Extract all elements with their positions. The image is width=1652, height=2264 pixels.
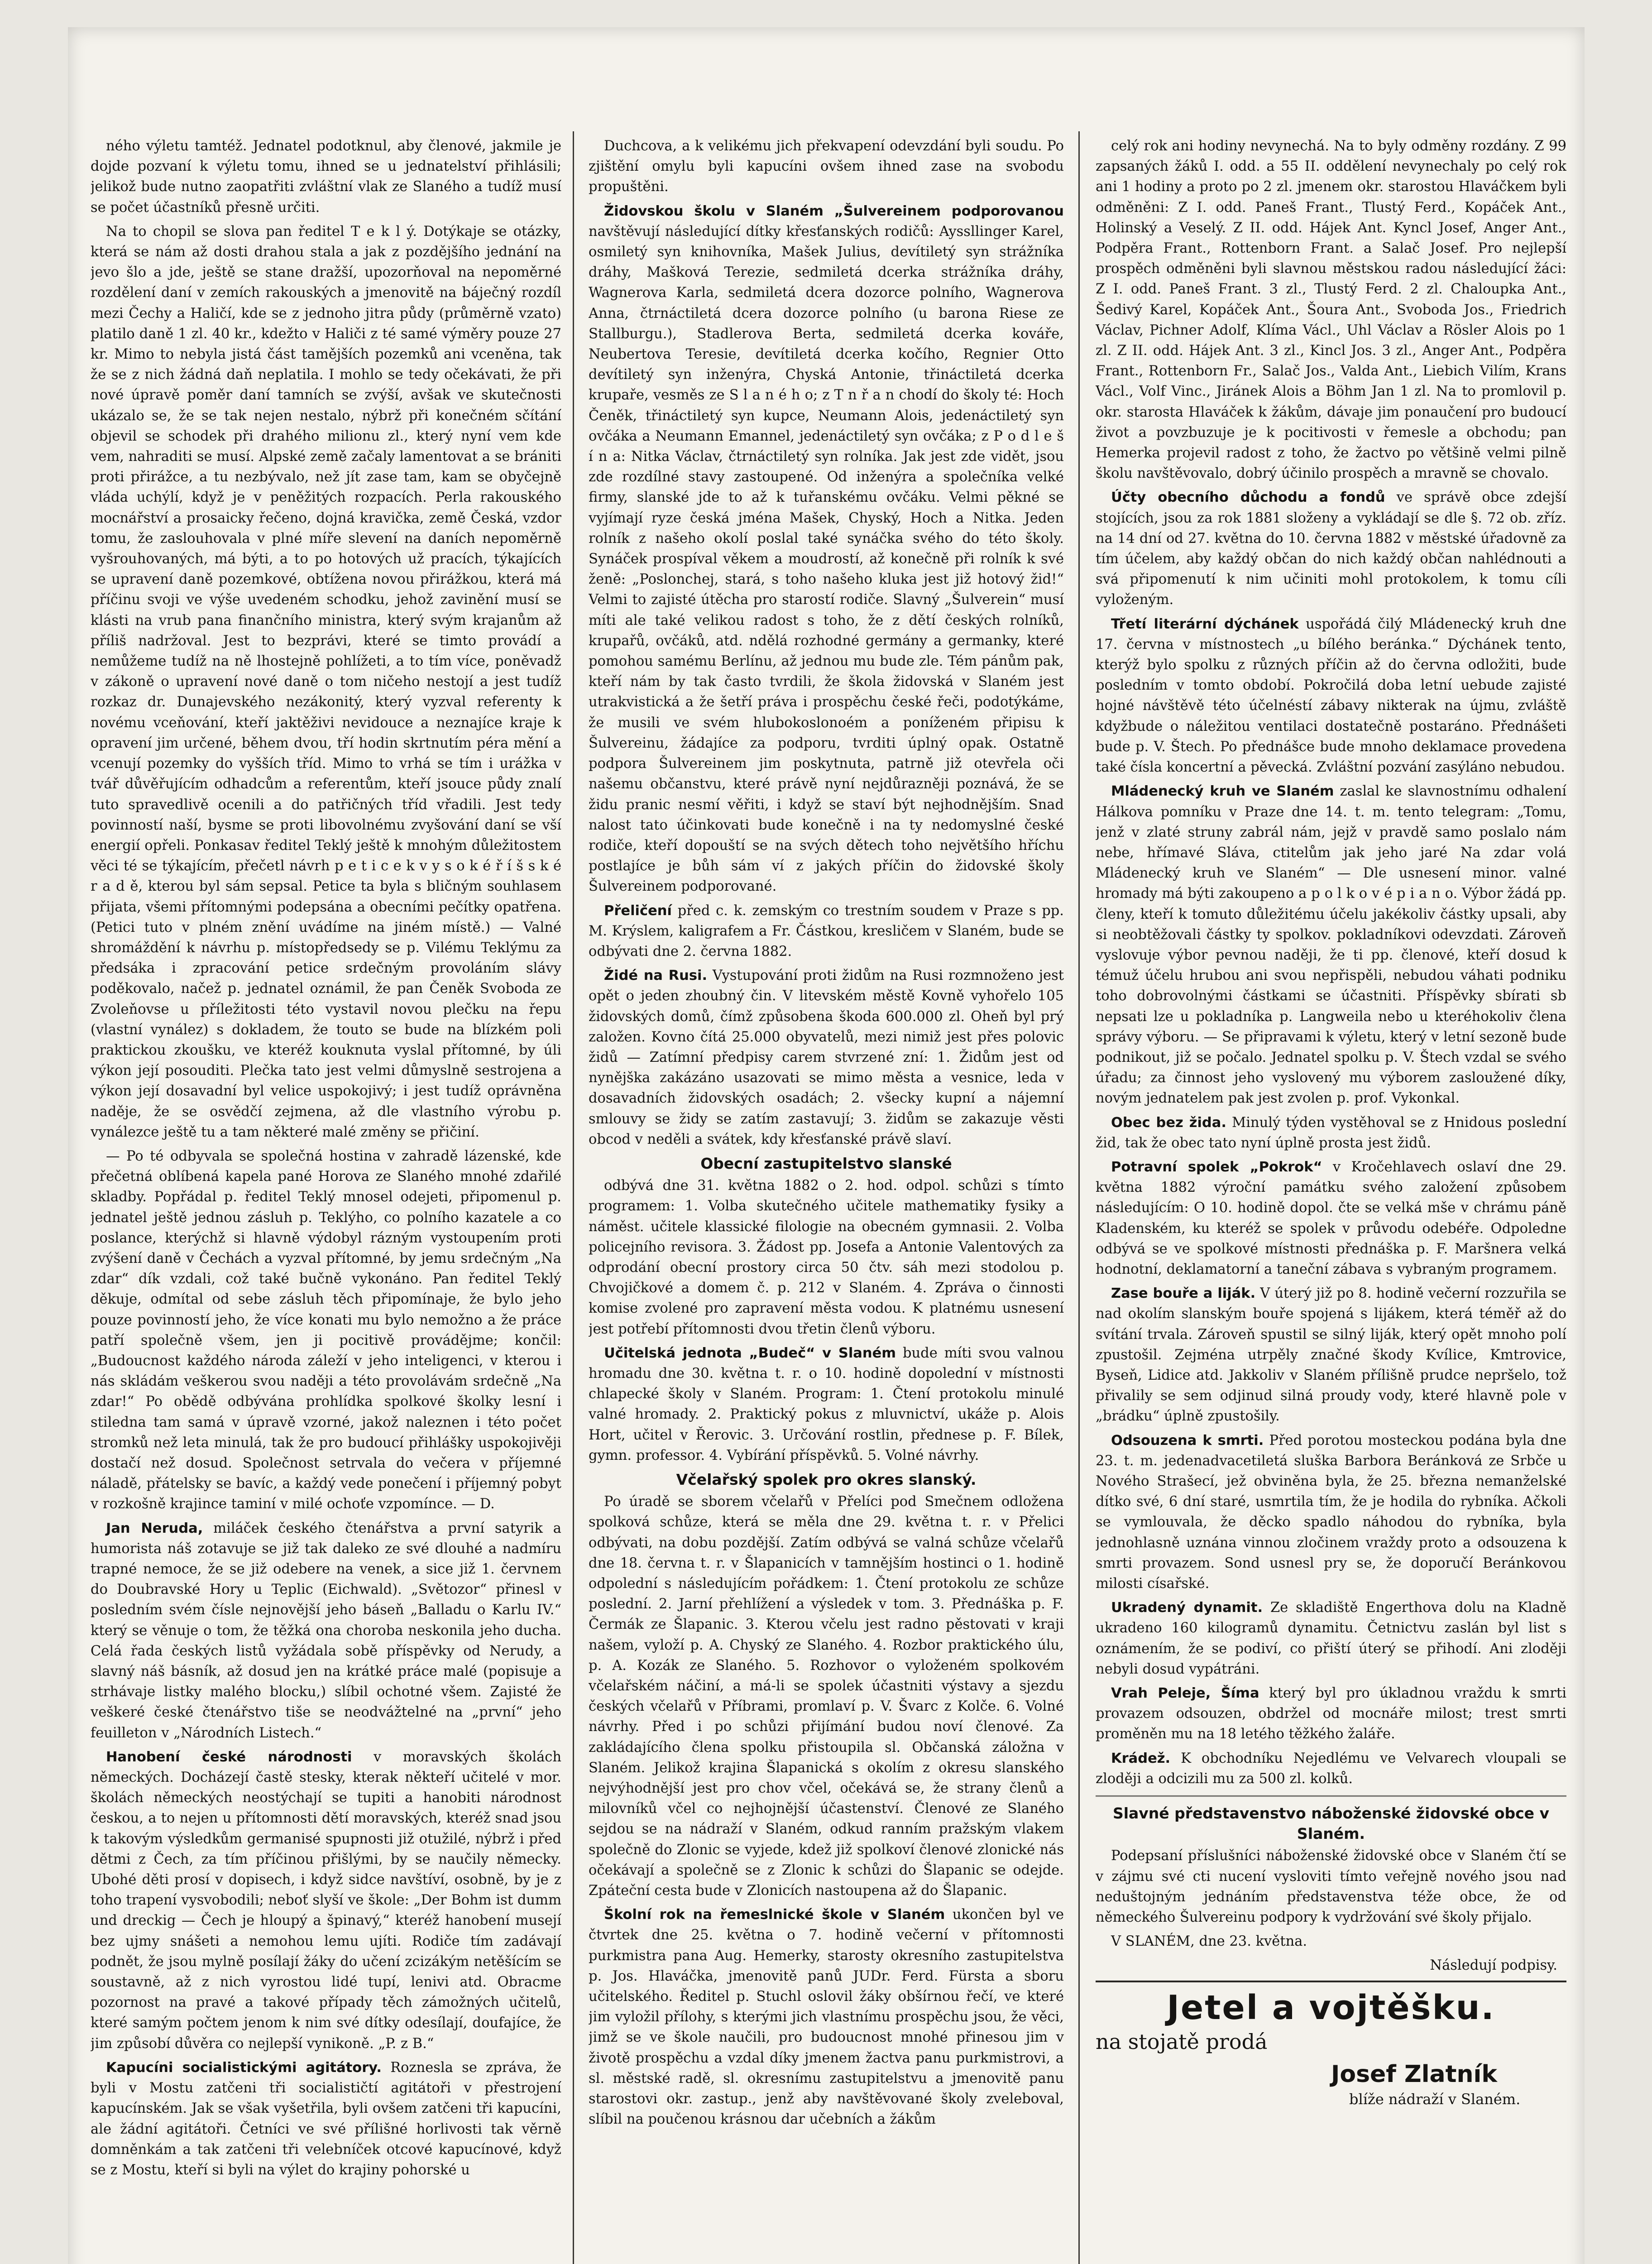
column-2 <box>589 136 1064 2264</box>
article-headline: Učitelská jednota „Budeč“ v Slaném <box>604 1345 896 1361</box>
article-paragraph <box>91 1518 561 1743</box>
article-paragraph <box>1096 1157 1566 1280</box>
article-text: bude míti svou valnou hromadu dne 30. května t. r. o 10. hodině dopolední v místnosti chlapecké školy v Slaném. Program: 1. Čtení protokolu minulé valné hromady. 2. Praktický pokus z mluvnictví, ukáže p. Alois Hort, učitel v Řerovic. 3. Určování rostlin, přednese p. F. Bílek, gymn. professor. 4. Vybírání příspěvků. 5. Volné návrhy. <box>589 1345 1064 1463</box>
article-text: který byl pro úkladnou vraždu k smrti provazem odsouzen, obdržel od mocnáře milost; trest smrti proměněn mu na 18 letého těžkého žaláře. <box>1096 1685 1566 1742</box>
article-headline: Hanobení české národnosti <box>106 1749 352 1765</box>
article-paragraph <box>91 2058 561 2180</box>
article-text: K obchodníku Nejedlému ve Velvarech vloupali se zloději a odcizili mu za 500 zl. kolků. <box>1096 1750 1566 1787</box>
article-paragraph <box>589 136 1064 197</box>
article-paragraph <box>1096 1748 1566 1789</box>
article-paragraph <box>1096 1931 1566 1952</box>
article-text: navštěvují následující dítky křesťanských rodičů: Ayssllinger Karel, osmiletý syn knihovníka, Mašek Julius, devítiletý syn strážníka dráhy, Mašková Terezie, sedmiletá dcerka strážníka dráhy, Wagnerova Karla, sedmiletá dcera dozorce polního, Wagnerova Anna, čtrnáctiletá dcera dozorce polního (u barona Riese ze Stallburgu.), Stadlerova Berta, sedmiletá dcerka kováře, Neubertova Teresie, devítiletá dcerka kočího, Regnier Otto devítiletý syn inženýra, Chyská Antonie, třináctiletá dcerka krupaře, vesměs ze S l a n é h o; z T n ř a n chodí do školy té: Hoch Čeněk, třináctiletý syn kupce, Neumann Alois, jedenáctiletý syn ovčáka a Neumann Emannel, jedenáctiletý syn ovčáka; z P o d l e š í n a: Nitka Václav, čtrnáctiletý syn rolníka. Jak jest zde vidět, jsou zde rozdílné stavy zastoupené. Od inženýra a společníka velké firmy, slanské jde to až k tuřanskému ovčáku. Velmi pěkné se vyjímají ryze česká jména Mašek, Chyský, Hoch a Nitka. Jeden rolník z našeho okolí poslal také synáčka svého do této školy. Synáček prospíval věkem a moudrostí, až konečně při rolník k své ženě: „Poslonchej, stará, s toho našeho kluka jest již hotový žid!“ Velmi to zajisté útěcha pro starostí rodiče. Slavný „Šulverein“ musí míti ale také velikou radost s toho, že z dětí českých rolníků, krupařů, ovčáků, atd. ndělá rozhodné germány a germanky, které pomohou samému Berlínu, až jednou mu bude zle. Tém pánům pak, kteří nám by tak často tvrdili, že škola židovská v Slaném jest utrakvistická a že šetří práva i prospěchu české řeči, podotýkáme, že musili ve svém hlubokoslonoém a poníženém připisu k Šulvereinu, žádajíce za podporu, tvrditi úplný opak. Ostatně podpora Šulvereinem jim poskytnuta, patrně již otevřela oči našemu občanstvu, které právě nyní nejdůrazněji poznává, že se židu pranic nesmí věřiti, i když se staví být nejhodnějším. Snad nalost tato účinkovati bude konečně i na ty nedomyslné české rodiče, kteří dopouští se na svých dětech toho největšího hříchu postlajíce je bůh sám ví z jakých příčin do židovské školy Šulvereinem podporované. <box>589 223 1064 895</box>
article-paragraph <box>1096 1683 1566 1745</box>
article-paragraph <box>91 221 561 1142</box>
article-text: celý rok ani hodiny nevynechá. Na to byly odměny rozdány. Z 99 zapsaných žáků I. odd. a 55 II. oddělení nevynechaly po celý rok ani 1 hodiny a proto po 2 zl. jmenem okr. starostou Hlaváčkem byli odměněni: Z I. odd. Paneš Frant., Tlustý Ferd., Kopáček Ant., Holinský a Veselý. Z II. odd. Hájek Ant. Kyncl Josef, Anger Ant., Podpěra Frant., Rottenborn Frant. a Salač Josef. Pro nejlepší prospěch odměněni byli slavnou městskou radou následující žáci: Z I. odd. Paneš Frant. 3 zl., Tlustý Ferd. 2 zl. Chaloupka Ant., Šedivý Karel, Kopáček Ant., Šoura Ant., Svoboda Jos., Friedrich Václav, Pichner Adolf, Klíma Václ., Uhl Václav a Rösler Alois po 1 zl. Z II. odd. Hájek Ant. 3 zl., Kincl Jos. 3 zl., Anger Ant., Podpěra Frant., Rottenborn Fr., Salač Jos., Valda Ant., Liebich Vilím, Krans Václ., Volf Vinc., Jiránek Alois a Böhm Jan 1 zl. Na to promlovil p. okr. starosta Hlaváček k žákům, dávaje jim ponaučení pro budoucí život a povzbuzuje je k pocitivosti v řemesle a obchodu; pan Hemerka projevil radost z toho, že žactvo po většině velmi pilně školu navštěvovalo, dobrý účinilo prospěch a mravně se chovalo. <box>1096 138 1566 482</box>
separator-rule <box>1096 1795 1566 1799</box>
article-headline: Přeličení <box>604 902 672 919</box>
article-headline: Odsouzena k smrti. <box>1111 1432 1264 1449</box>
article-paragraph <box>589 901 1064 962</box>
newspaper-page <box>68 27 1585 2264</box>
article-text: Duchcova, a k velikému jich překvapení odevzdání byli soudu. Po zjištění omylu byli kapucíni ovšem ihned zase na svobodu propuštěni. <box>589 138 1064 195</box>
article-text: Podepsaní příslušníci náboženské židovské obce v Slaném čtí se v zájmu své cti nucení vysloviti tímto veřejně nového jsou nad neduštojným jednáním představenstva téže obce, že od německého Šulvereinu podpory k vydržování své školy přijalo. <box>1096 1848 1566 1926</box>
article-headline: Vrah Peleje, Šíma <box>1111 1685 1259 1702</box>
section-heading: Slavné představenstvo náboženské židovské obce v Slaném. <box>1112 1804 1550 1843</box>
article-text: V úterý již po 8. hodině večerní rozzuřila se nad okolím slanským bouře spojená s lijákem, která téměř až do svítání trvala. Zároveň spustil se silný liják, který opět mnoho polí zpustošil. Zejména utrpěly značné škody Kvílice, Kmtrovice, Byseň, Lidice atd. Jakkoliv v Slaném přílišně prudce nepršelo, tož přivalily se sem odjinud silná proudy vody, které hlavně pole v „brádku“ úplně zpustošily. <box>1096 1285 1566 1425</box>
article-text: před c. k. zemským co trestním soudem v Praze s pp. M. Krýslem, kaligrafem a Fr. Částkou, kresličem v Slaném, bude se odbývati dne 2. června 1882. <box>589 902 1064 959</box>
article-headline: Zase bouře a liják. <box>1111 1285 1256 1302</box>
article-paragraph <box>589 201 1064 897</box>
article-paragraph <box>1096 1283 1566 1426</box>
article-headline: Ukradený dynamit. <box>1111 1600 1263 1616</box>
article-headline: Účty obecního důchodu a fondů <box>1111 489 1385 506</box>
section-heading: Včelařský spolek pro okres slanský. <box>676 1471 977 1488</box>
column-3 <box>1096 136 1566 2264</box>
article-text: ného výletu tamtéž. Jednatel podotknul, aby členové, jakmile je dojde pozvaní k výletu tomu, ihned se u jednatelství přihlásili; jelikož bude nutno zaopatřiti zvláštní vlak ze Slaného a tudíž musí se počet účastníků přesně určiti. <box>91 138 561 216</box>
column-divider <box>1078 131 1080 2264</box>
article-paragraph <box>1096 1846 1566 1928</box>
article-headline: Školní rok na řemeslnické škole v Slaném <box>604 1907 945 1923</box>
article-paragraph <box>91 136 561 218</box>
ad-address: blíže nádraží v Slaném. <box>1349 2090 1521 2108</box>
article-paragraph <box>589 965 1064 1150</box>
article-paragraph <box>1096 136 1566 484</box>
column-1 <box>91 136 561 2264</box>
article-text: miláček českého čtenářstva a první satyrik a humorista náš zotavuje se již tak daleko ze své dlouhé a nadmíru trapné nemoce, že se již odebere na venek, a sice již 1. červnem do Doubravské Hory u Teplic (Eichwald). „Světozor“ přinesl v posledním svém čísle nejnovější jeho báseň „Balladu o Karlu IV.“ který se věnuje o tom, že těžká ona choroba neskonila jeho ducha. Celá řada českých listů vyžádala sobě příspěvky od Nerudy, a slavný náš básník, až dosud jen na krátké práce malé (popisuje a strhávaje listky malého blocku,) slíbil ochotné všem. Zajisté že veškeré české čtenářstvo tiše se neodvážtelné na „první“ jeho feuilleton v „Národních Listech.“ <box>91 1520 561 1741</box>
article-paragraph <box>1096 1430 1566 1594</box>
article-text: Roznesla se zpráva, že byli v Mostu zatčeni tři socialističtí agitátoři v přestrojení kapucínském. Jak se však vyšetřila, byli ovšem zatčeni tři kapucíni, ale žádní agitátoři. Četníci ve své přílišné horlivosti tak věrně domněnkám a tak zatčeni tři velebníček otcové kapucínové, když se z Mostu, kteří si byli na výlet do krajiny pohorské u <box>91 2059 561 2178</box>
article-headline: Mládenecký kruh ve Slaném <box>1111 783 1334 800</box>
article-text: ve správě obce zdejší stojících, jsou za rok 1881 složeny a vykládají se dle §. 72 ob. zříz. na 14 dní od 27. května do 10. června 1882 v městské úřadovně za tím účelem, aby každý občan do nich každý občan nahlédnouti a svá připomenutí k nim učiniti mohl protokolem, k tomu cíli vyloženým. <box>1096 489 1566 608</box>
article-text: v moravských školách německých. Docházejí častě stesky, kterak někteří učitelé v mor. školách německých neostýchají se tupiti a hanobiti národnost českou, a to nejen u přítomnosti dětí moravských, kteréž snad jsou k takovým výsledkům germanisé spupnosti již otužilé, nýbrž i před dětmi z Čech, za tím příčinou přišlými, by se naučily německy. Ubohé děti prosí v dopisech, i když sidce navštíví, osobně, by je z toho trapení vysvobodili; neboť slyší ve škole: „Der Bohm ist dumm und dreckig — Čech je hloupý a špinavý,“ kteréž hanobení musejí bez ujmy snášeti a nemohou lemu ujíti. Rodiče tím zadávají podnět, že jsou mylně posílají žáky do učení zcizákým netěšícím se soustavně, až z nich vyrostou lidé tupí, lenivi atd. Obracme pozornost na pravé a takové případy těch zámožných učitelů, které samým počtem jenom k nim své dítky odesílají, doufajíce, že jim způsobí důvěra co nejlepší vynikoně. „P. z B.“ <box>91 1749 561 2052</box>
article-paragraph <box>91 1747 561 2054</box>
column-3-body <box>1096 136 1566 1976</box>
article-paragraph <box>1096 614 1566 778</box>
article-text: — Po té odbyvala se společná hostina v zahradě lázenské, kde přečetná oblíbená kapela pané Horova ze Slaného mnohé zdařilé skladby. Popřádal p. ředitel Teklý mnosel odejeti, připomenul p. jednatel ještě jednou zásluh p. Teklýho, co polního kazatele a co poslance, kterýchž si hlavně výdobyl rázným vystoupením proti zvýšení daně v Čechách a vyzval přítomné, by jemu srdečným „Na zdar“ dík vzdali, což také bučně vykonáno. Pan ředitel Teklý děkuje, odmítal od sebe zásluh těch připomínaje, že bylo jeho pouze povinností jeho, že více konati mu bylo nemožno a že práce patří společně všem, jen ji pocitivě provádějme; končil: „Budoucnost každého národa záleží v jeho inteligenci, v kterou i nás skládám veškerou svou naději a této provolávám srdečně „Na zdar!“ Po obědě odbývána prohlídka spolkové školky lesní i stiledna tam samá v úpravě vzorné, jakož naleznen i této počet stromků než leta minulá, tak že pro budoucí přihlášky uspokojivěji dostačí než dosud. Společnost setrvala do večera v příjemné náladě, přátelsky se bavíc, a každý vede ponečení i příjemný pobyt v rozkošně krajince taminí v milé ochoťe vzpomínce. — D. <box>91 1148 561 1512</box>
article-text: odbývá dne 31. května 1882 o 2. hod. odpol. schůzi s tímto programem: 1. Volba skutečného učitele mathematiky fysiky a náměst. učitele klassické filologie na obecném gymnasii. 2. Volba policejního revisora. 3. Žádost pp. Josefa a Antonie Valentových za odprodání obecní prostory circa 50 čtv. sáh mezi stodolou p. Chvojičkové a domem č. p. 212 v Slaném. 4. Zpráva o činnosti komise zvolené pro zapravení města vodou. K platnému usnesení jest potřebí přítomnosti dvou třetin členů výboru. <box>589 1178 1064 1337</box>
article-paragraph <box>1096 1113 1566 1153</box>
ad-subline: na stojatě prodá <box>1096 2029 1268 2054</box>
article-paragraph <box>589 1904 1064 2130</box>
article-headline: Židé na Rusi. <box>604 968 708 984</box>
article-text: uspořádá čilý Mládenecký kruh dne 17. června v místnostech „u bílého beránka.“ Dýchánek tento, kterýž bylo spolku z různých příčin až do června odložiti, bude posledním v tomto období. Pokročilá doba letní uebude zajisté hojné návštěvě této účelnéstí zábavy nikterak na újmu, zvláště kdyžbude o náležitou ventilaci dostatečně postaráno. Přednášeti bude p. V. Štech. Po přednášce bude mnoho deklamace provedena také čísla koncertní a pěvecká. Zvláštní pozvání zasýláno nebudou. <box>1096 616 1566 776</box>
article-paragraph <box>1096 781 1566 1108</box>
ad-advertiser: Josef Zlatník <box>1331 2060 1497 2088</box>
article-paragraph <box>589 1175 1064 1339</box>
article-headline: Krádež. <box>1111 1750 1171 1766</box>
article-text: V SLANÉM, dne 23. května. <box>1111 1933 1307 1950</box>
article-text: zaslal ke slavnostnímu odhalení Hálkova pomníku v Praze dne 14. t. m. tento telegram: „Tomu, jenž v zlaté struny zabrál nám, jejž v pravdě samo poslalo nám nebe, hřímavé Sláva, ctitelům jak jeho jaré Na zdar volá Mládenecký kruh ve Slaném“ — Dle usnesení minor. valné hromady má býti zakoupeno a p o l k o v é p i a n o. Výbor žádá pp. členy, kteří k tomuto důležitému účelu jakékoliv částky upsali, aby si neobtěžovali částky ty spolkov. pokladníkovi odevzdati. Zároveň vyslovuje výbor pevnou naději, že ti pp. členové, kteří dosud k témuž účelu hrubou ani svou nepřispěli, nebudou váhati podniku toho dobrovolnými částkami se účastniti. Příspěvky sbírati sb nepsati lze u pokladníka p. Langweila nebo u kteréhokoliv člena správy výboru. — Se připravami k výletu, který v letní sezoně bude podnikout, již se počalo. Jednatel spolku p. V. Štech vzdal se svého úřadu; za činnost jeho vyslovený mu výborem zasloužené díky, novým jednatelem pak jest zvolen p. prof. Vykonkal. <box>1096 783 1566 1107</box>
article-headline: Obec bez žida. <box>1111 1114 1226 1131</box>
article-paragraph <box>1096 1597 1566 1679</box>
article-paragraph <box>589 1492 1064 1901</box>
ad-headline: Jetel a vojtěšku. <box>1096 1981 1566 2028</box>
article-headline: Židovskou školu v Slaném „Šulvereinem podporovanou <box>604 203 1064 219</box>
article-headline: Jan Neruda, <box>106 1520 203 1536</box>
article-headline: Potravní spolek „Pokrok“ <box>1111 1159 1322 1175</box>
article-headline: Kapucíni socialistickými agitátory. <box>106 2059 382 2076</box>
article-text: Minulý týden vystěhoval se z Hnidous poslední žid, tak že obec tato nyní úplně prosta jest židů. <box>1096 1114 1566 1151</box>
column-divider <box>573 131 574 2264</box>
article-text: Na to chopil se slova pan ředitel T e k l ý. Dotýkaje se otázky, která se nám až dosti drahou stala a jak z pozdějšího jednání na jevo šlo a jde, ještě se stane dražší, upozorňoval na nepoměrné rozdělení daní v zemích rakouských a jmenovitě na báječný rozdíl mezi Čechy a Haličí, kde se z jednoho jitra půdy (průměrně vzato) platilo daně 1 zl. 40 kr., kdežto v Haliči z té samé výměry pouze 27 kr. Mimo to nebyla jistá část tamějších pozemků ani vceněna, tak že se z nich žádná daň neplatila. I mohlo se tedy očekávati, že při nové úpravě poměr daní tamních se zvýší, avšak ve skutečnosti ukázalo se, že se tak nejen nestalo, nýbrž při konečném sčítání objevil se schodek při drahého milionu zl., který nyní vem kde vem, nahraditi se musí. Alpské země začaly lamentovat a se brániti proti přirážce, a tu nezbývalo, než jít zase tam, kam se obyčejně vláda uchýlí, když je v peněžitých rozpacích. Perla rakouského mocnářství a prosaicky řečeno, dojná kravička, země Česká, vzdor tomu, že zaslouhovala v plné míře slevení na daních nepoměrně vyšrouhovaných, má býti, a to po hotových už pracích, týkajících se upravení daně pozemkové, obtížena novou přirážkou, která má příčinu svoji ve výše uvedeném schodku, jehož zavinění musí se klásti na vrub pana finančního ministra, který svým krajanům až příliš nadržoval. Jest to bezprávi, které se timto provádí a nemůžeme tudíž na ně lhostejně pohlížeti, a to tím více, poněvadž v zákoně o upravení nové daně o tom ničeho nestojí a jest tudíž rozkaz dr. Dunajevského nezákonitý, který vyzval referenty k novému vceňování, kteří jaktěživi nevidouce a neznajíce kraje k opravení jim určené, během dvou, tří hodin skrtnutím péra mění a vcenují pozemky do vyšších tříd. Mimo to vrhá se tím i urážka v tvář důvěřujícím odhadcům a referentům, kteří jsouce půdy znalí tuto spravedlivě ocenili a do patřičných tříd vřadili. Jest tedy povinností naší, bysme se proti libovolnému zvyšování daní se vší energií opřeli. Ponkasav ředitel Teklý ještě k mnohým důležitostem věci té se týkajícím, přečetl návrh p e t i c e k v y s o k é ř í š s k é r a d ě, kterou byl sám sepsal. Petice ta byla s bličným souhlasem přijata, všemi přítomnými podepsána a obecními pečítky opatřena. (Petici tuto v plném znění uvádíme na jiném místě.) — Valné shromáždění k návrhu p. místopředsedy se p. Vilému Teklýmu za předsáka i zpracování petice srdečným provoláním slávy poděkovalo, načež p. jednatel oznámil, že pan Čeněk Svoboda ze Zvoleňovse u příležitosti této vystavil novou plečku na řepu (vlastní vynález) s dokladem, že touto se bude na blízkém poli praktickou zkoušku, ve kteréž kouknuta vyslal přítomné, by úli výkon její posouditi. Plečka tato jest velmi důmyslně sestrojena a výkon její dosavadní byl velice uspokojivý; i jest tudíž oprávněna naděje, že se osvědčí zejmena, až dle vlastního výrobu p. vynálezce ještě tu a tam některé malé změny se přičiní. <box>91 223 561 1140</box>
article-text: Před porotou mosteckou podána byla dne 23. t. m. jedenadvacetiletá sluška Barbora Beránková ze Srbče u Nového Strašecí, jež obviněna byla, že 25. března nemanželské dítko své, 6 dní staré, usmrtila tím, že je hodila do rybníka. Ačkoli se vymlouvala, že děcko spadlo náhodou do rybníka, byla jednohlasně uznána vinnou zločinem vraždy proto a odsouzena k smrti provazem. Sond usnesl pry se, že doporučí Beránkovou milosti císařské. <box>1096 1432 1566 1592</box>
article-text: Po úradě se sborem včelařů v Přelíci pod Smečnem odložena spolková schůze, která se měla dne 29. května t. r. v Přelici odbývati, na dobu pozdější. Zatím odbývá se valná schůze včelařů dne 18. června t. r. v Šlapanicích v tamnějším hostinci o 1. hodině odpolední s následujícím pořádkem: 1. Čtení protokolu ze schůze poslední. 2. Jarní přehlížení a výsledek v tom. 3. Přednáška p. F. Čermák ze Šlapanic. 3. Kterou včelu jest radno pěstovati v kraji našem, vyloží p. A. Chyský ze Slaného. 4. Rozbor praktického úlu, p. A. Kozák ze Slaného. 5. Rozhovor o vyloženém spolkovém včelařském náčiní, a má-li se spolek účastniti výstavy a sjezdu českých včelařů v Příbrami, promlaví p. V. Švarc z Kolče. 6. Volné návrhy. Před i po schůzi přijímání budou noví členové. Za zakládajícího člena spolku přistoupila sl. Občanská záložna v Slaném. Jelikož krajina Šlapanická s okolím z okresu slanského nejvýhodnější jest pro chov včel, očekává se, že strany členů a milovníků včel co nejhojnější účastenství. Členové ze Slaného sejdou se na nádraží v Slaném, odkud ranním pražským vlakem společně do Zlonic se vyjede, kdež již spolkoví členové zlonické nás očekávají a společně se z Zlonic k schůzi do Šlapanic se odejde. Zpáteční cesta bude v Zlonicích nastoupena až do Šlapanic. <box>589 1494 1064 1899</box>
section-heading: Obecní zastupitelstvo slanské <box>700 1154 952 1172</box>
article-text: v Kročehlavech oslaví dne 29. května 1882 výroční památku svého založení způsobem následujícím: O 10. hodině dopol. čte se velká mše v chrámu páně Kladenském, ku kteréž se spolek v průvodu odebéře. Odpoledne odbývá se ve spolkové místnosti přednáška p. F. Maršnera velká hodnotní, deklamatorní a taneční zábava s vybraným programem. <box>1096 1159 1566 1277</box>
article-text: ukončen byl ve čtvrtek dne 25. května o 7. hodině večerní v přítomnosti purkmistra pana Aug. Hemerky, starosty okresního zastupitelstva p. Jos. Hlaváčka, jmenovitě panů JUDr. Ferd. Fürsta a sboru učitelského. Ředitel p. Stuchl oslovil žáky obšírnou řečí, ve které jim vyložil přílohy, s kterými jich vlastnímu prospěchu jsou, že věci, jimž se ve škole naučili, pro budoucnost mnohé přinesou jim v životě prospěchu a vzdal díky jmenem žactva panu purkmistrovi, a sl. městské radě, sl. okresnímu zastupitelstvu a jmenovitě panu starostovi okr. zastup., jenž aby navštěvované školy zveleboval, slíbil na poučenou krásnou dar učebních a žákům <box>589 1907 1064 2128</box>
article-paragraph <box>91 1146 561 1515</box>
article-paragraph <box>1096 487 1566 610</box>
article-text: Vystupování proti židům na Rusi rozmnoženo jest opět o jeden zhoubný čin. V litevském městě Kovně vyhořelo 105 židovských domů, čímž způsobena škoda 600.000 zl. Oheň byl prý založen. Kovno čítá 25.000 obyvatelů, mezi nimiž jest přes polovic židů — Zatímní předpisy carem stvrzené zní: 1. Židům jest od nynějška zakázáno usazovati se mimo města a vesnice, leda v dosavadních židovských osadách; 2. všecky kupní a nájemní smlouvy se židy se zatím zastavují; 3. židům se zakazuje věsti obcod v neděli a svátek, kdy křesťanské právě slaví. <box>589 968 1064 1147</box>
article-paragraph <box>589 1343 1064 1466</box>
signature-line: Následují podpisy. <box>1430 1957 1557 1974</box>
article-text: Ze skladiště Engerthova dolu na Kladně ukradeno 160 kilogramů dynamitu. Četnictvu zaslán byl list s oznámením, že se podiví, co přiští úterý se přihodí. Ani zloději nebyli dosud vypátráni. <box>1096 1600 1566 1677</box>
article-headline: Třetí literární dýchánek <box>1111 616 1299 632</box>
